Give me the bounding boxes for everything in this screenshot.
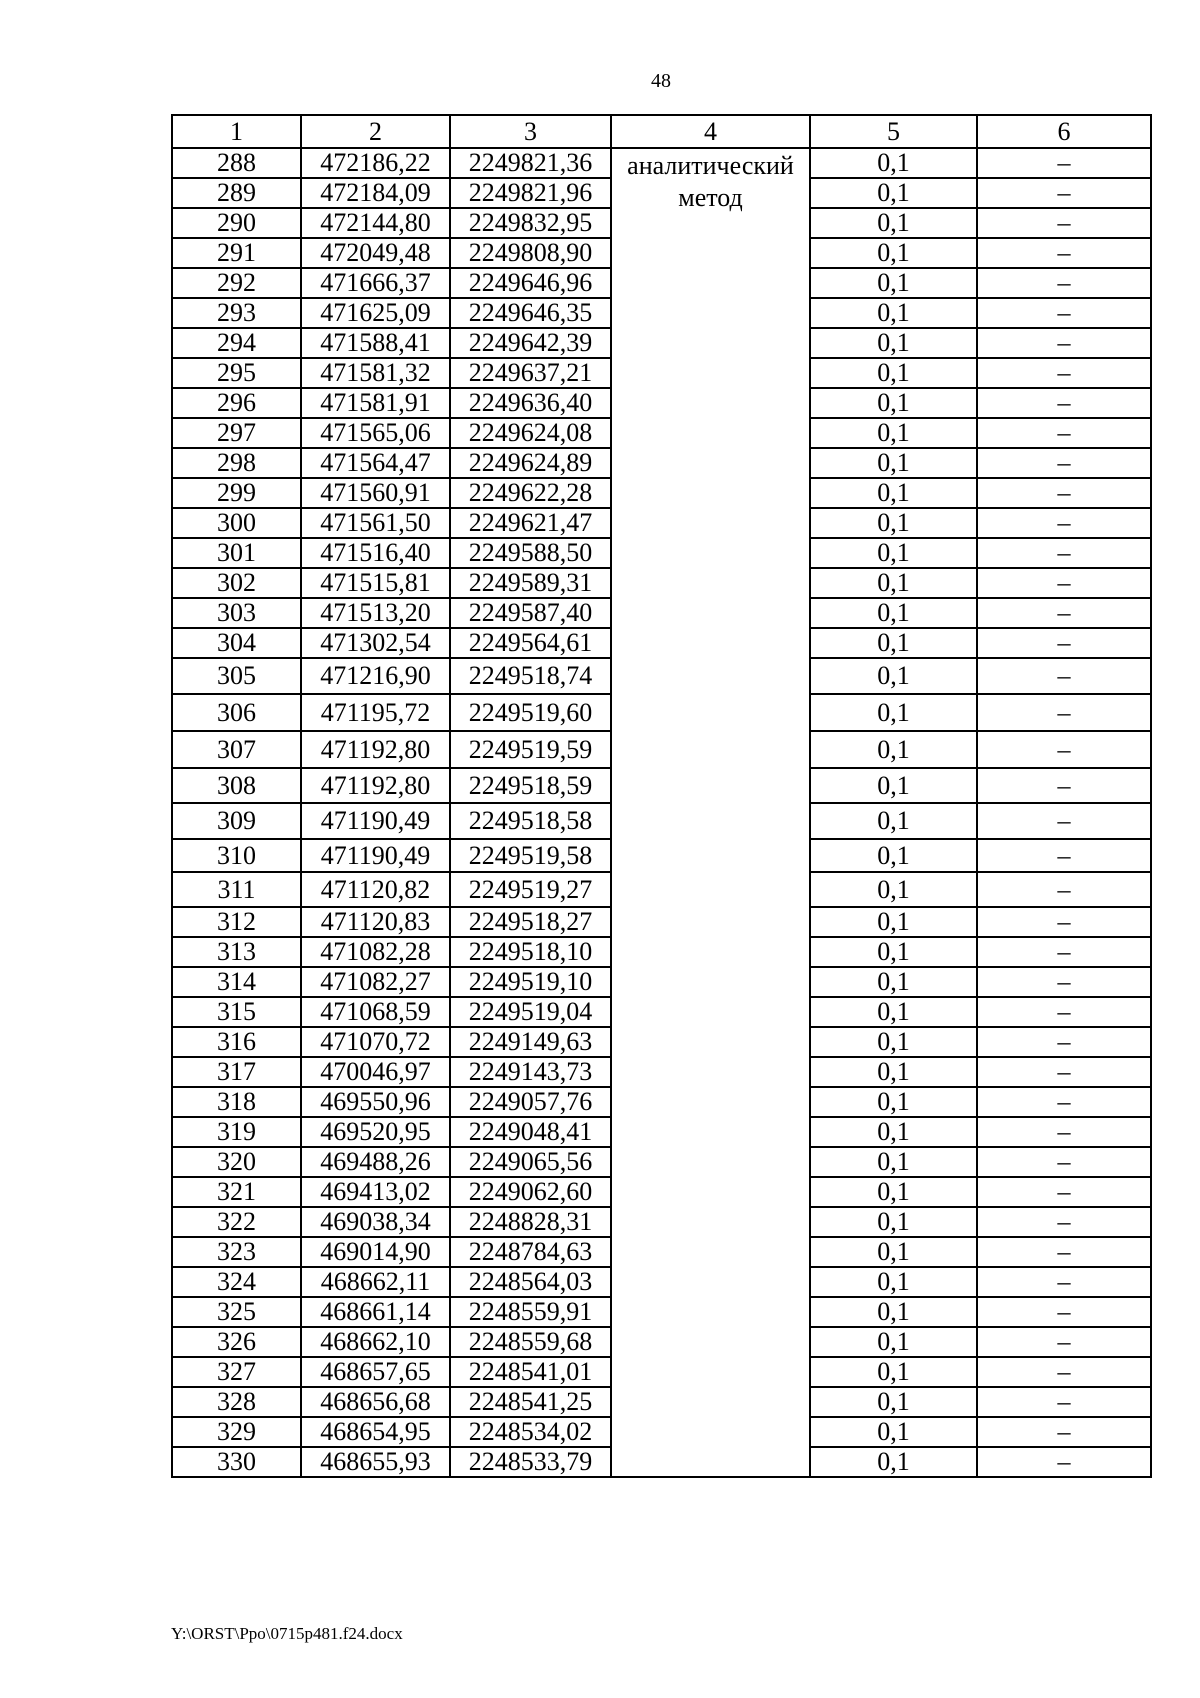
x-coordinate-cell: 468661,14: [301, 1297, 450, 1327]
point-number-cell: 296: [172, 388, 301, 418]
point-number-cell: 307: [172, 731, 301, 768]
x-coordinate-cell: 469413,02: [301, 1177, 450, 1207]
y-coordinate-cell: 2249588,50: [450, 538, 611, 568]
note-cell: –: [977, 1297, 1151, 1327]
y-coordinate-cell: 2249062,60: [450, 1177, 611, 1207]
accuracy-cell: 0,1: [810, 418, 977, 448]
note-cell: –: [977, 839, 1151, 872]
y-coordinate-cell: 2248541,01: [450, 1357, 611, 1387]
x-coordinate-cell: 471560,91: [301, 478, 450, 508]
accuracy-cell: 0,1: [810, 803, 977, 839]
y-coordinate-cell: 2249519,60: [450, 694, 611, 731]
note-cell: –: [977, 568, 1151, 598]
accuracy-cell: 0,1: [810, 768, 977, 803]
note-cell: –: [977, 1087, 1151, 1117]
x-coordinate-cell: 471120,82: [301, 872, 450, 907]
accuracy-cell: 0,1: [810, 1447, 977, 1477]
method-cell: аналитический метод: [611, 148, 810, 1477]
x-coordinate-cell: 471190,49: [301, 839, 450, 872]
note-cell: –: [977, 967, 1151, 997]
point-number-cell: 302: [172, 568, 301, 598]
x-coordinate-cell: 471082,27: [301, 967, 450, 997]
header-cell-5: 5: [810, 115, 977, 148]
x-coordinate-cell: 471082,28: [301, 937, 450, 967]
note-cell: –: [977, 358, 1151, 388]
note-cell: –: [977, 1237, 1151, 1267]
point-number-cell: 297: [172, 418, 301, 448]
point-number-cell: 293: [172, 298, 301, 328]
y-coordinate-cell: 2249624,89: [450, 448, 611, 478]
accuracy-cell: 0,1: [810, 937, 977, 967]
point-number-cell: 329: [172, 1417, 301, 1447]
x-coordinate-cell: 471581,91: [301, 388, 450, 418]
accuracy-cell: 0,1: [810, 1027, 977, 1057]
y-coordinate-cell: 2248533,79: [450, 1447, 611, 1477]
x-coordinate-cell: 471666,37: [301, 268, 450, 298]
note-cell: –: [977, 268, 1151, 298]
point-number-cell: 328: [172, 1387, 301, 1417]
header-cell-6: 6: [977, 115, 1151, 148]
y-coordinate-cell: 2249519,10: [450, 967, 611, 997]
accuracy-cell: 0,1: [810, 598, 977, 628]
x-coordinate-cell: 471565,06: [301, 418, 450, 448]
x-coordinate-cell: 471588,41: [301, 328, 450, 358]
x-coordinate-cell: 469550,96: [301, 1087, 450, 1117]
x-coordinate-cell: 471070,72: [301, 1027, 450, 1057]
x-coordinate-cell: 471192,80: [301, 731, 450, 768]
accuracy-cell: 0,1: [810, 268, 977, 298]
x-coordinate-cell: 471581,32: [301, 358, 450, 388]
point-number-cell: 315: [172, 997, 301, 1027]
y-coordinate-cell: 2249642,39: [450, 328, 611, 358]
y-coordinate-cell: 2249519,58: [450, 839, 611, 872]
accuracy-cell: 0,1: [810, 967, 977, 997]
point-number-cell: 298: [172, 448, 301, 478]
accuracy-cell: 0,1: [810, 1057, 977, 1087]
point-number-cell: 291: [172, 238, 301, 268]
accuracy-cell: 0,1: [810, 1297, 977, 1327]
accuracy-cell: 0,1: [810, 328, 977, 358]
accuracy-cell: 0,1: [810, 1327, 977, 1357]
y-coordinate-cell: 2249518,10: [450, 937, 611, 967]
accuracy-cell: 0,1: [810, 907, 977, 937]
table-row: [172, 148, 1151, 178]
x-coordinate-cell: 471564,47: [301, 448, 450, 478]
point-number-cell: 318: [172, 1087, 301, 1117]
note-cell: –: [977, 1207, 1151, 1237]
point-number-cell: 317: [172, 1057, 301, 1087]
header-cell-4: 4: [611, 115, 810, 148]
y-coordinate-cell: 2249637,21: [450, 358, 611, 388]
y-coordinate-cell: 2248541,25: [450, 1387, 611, 1417]
point-number-cell: 299: [172, 478, 301, 508]
point-number-cell: 320: [172, 1147, 301, 1177]
accuracy-cell: 0,1: [810, 1267, 977, 1297]
accuracy-cell: 0,1: [810, 997, 977, 1027]
accuracy-cell: 0,1: [810, 1357, 977, 1387]
x-coordinate-cell: 471216,90: [301, 658, 450, 694]
point-number-cell: 324: [172, 1267, 301, 1297]
accuracy-cell: 0,1: [810, 478, 977, 508]
accuracy-cell: 0,1: [810, 388, 977, 418]
point-number-cell: 300: [172, 508, 301, 538]
note-cell: –: [977, 1057, 1151, 1087]
note-cell: –: [977, 907, 1151, 937]
x-coordinate-cell: 470046,97: [301, 1057, 450, 1087]
x-coordinate-cell: 472144,80: [301, 208, 450, 238]
note-cell: –: [977, 872, 1151, 907]
y-coordinate-cell: 2249821,36: [450, 148, 611, 178]
y-coordinate-cell: 2248564,03: [450, 1267, 611, 1297]
y-coordinate-cell: 2249143,73: [450, 1057, 611, 1087]
accuracy-cell: 0,1: [810, 1387, 977, 1417]
point-number-cell: 325: [172, 1297, 301, 1327]
note-cell: –: [977, 478, 1151, 508]
point-number-cell: 311: [172, 872, 301, 907]
y-coordinate-cell: 2249646,96: [450, 268, 611, 298]
y-coordinate-cell: 2249646,35: [450, 298, 611, 328]
y-coordinate-cell: 2248559,91: [450, 1297, 611, 1327]
point-number-cell: 327: [172, 1357, 301, 1387]
header-cell-1: 1: [172, 115, 301, 148]
y-coordinate-cell: 2249821,96: [450, 178, 611, 208]
accuracy-cell: 0,1: [810, 238, 977, 268]
y-coordinate-cell: 2248559,68: [450, 1327, 611, 1357]
accuracy-cell: 0,1: [810, 508, 977, 538]
x-coordinate-cell: 472186,22: [301, 148, 450, 178]
note-cell: –: [977, 328, 1151, 358]
note-cell: –: [977, 1357, 1151, 1387]
x-coordinate-cell: 471120,83: [301, 907, 450, 937]
note-cell: –: [977, 1447, 1151, 1477]
x-coordinate-cell: 471513,20: [301, 598, 450, 628]
note-cell: –: [977, 1267, 1151, 1297]
note-cell: –: [977, 538, 1151, 568]
point-number-cell: 326: [172, 1327, 301, 1357]
point-number-cell: 301: [172, 538, 301, 568]
accuracy-cell: 0,1: [810, 1417, 977, 1447]
x-coordinate-cell: 468654,95: [301, 1417, 450, 1447]
coordinates-table: [171, 114, 1152, 1478]
point-number-cell: 305: [172, 658, 301, 694]
point-number-cell: 288: [172, 148, 301, 178]
x-coordinate-cell: 471515,81: [301, 568, 450, 598]
note-cell: –: [977, 208, 1151, 238]
header-cell-3: 3: [450, 115, 611, 148]
point-number-cell: 294: [172, 328, 301, 358]
accuracy-cell: 0,1: [810, 538, 977, 568]
y-coordinate-cell: 2249518,58: [450, 803, 611, 839]
note-cell: –: [977, 694, 1151, 731]
x-coordinate-cell: 468656,68: [301, 1387, 450, 1417]
point-number-cell: 308: [172, 768, 301, 803]
note-cell: –: [977, 1327, 1151, 1357]
note-cell: –: [977, 148, 1151, 178]
note-cell: –: [977, 628, 1151, 658]
note-cell: –: [977, 238, 1151, 268]
y-coordinate-cell: 2248784,63: [450, 1237, 611, 1267]
accuracy-cell: 0,1: [810, 1207, 977, 1237]
x-coordinate-cell: 469520,95: [301, 1117, 450, 1147]
note-cell: –: [977, 1417, 1151, 1447]
point-number-cell: 306: [172, 694, 301, 731]
point-number-cell: 312: [172, 907, 301, 937]
y-coordinate-cell: 2249149,63: [450, 1027, 611, 1057]
accuracy-cell: 0,1: [810, 298, 977, 328]
note-cell: –: [977, 731, 1151, 768]
x-coordinate-cell: 468662,10: [301, 1327, 450, 1357]
note-cell: –: [977, 937, 1151, 967]
accuracy-cell: 0,1: [810, 178, 977, 208]
x-coordinate-cell: 469014,90: [301, 1237, 450, 1267]
table-body: [172, 115, 1151, 1477]
x-coordinate-cell: 468657,65: [301, 1357, 450, 1387]
accuracy-cell: 0,1: [810, 568, 977, 598]
y-coordinate-cell: 2249518,59: [450, 768, 611, 803]
y-coordinate-cell: 2249519,04: [450, 997, 611, 1027]
y-coordinate-cell: 2249621,47: [450, 508, 611, 538]
x-coordinate-cell: 471192,80: [301, 768, 450, 803]
y-coordinate-cell: 2248534,02: [450, 1417, 611, 1447]
point-number-cell: 321: [172, 1177, 301, 1207]
y-coordinate-cell: 2249519,27: [450, 872, 611, 907]
y-coordinate-cell: 2249564,61: [450, 628, 611, 658]
x-coordinate-cell: 472049,48: [301, 238, 450, 268]
accuracy-cell: 0,1: [810, 208, 977, 238]
note-cell: –: [977, 1177, 1151, 1207]
accuracy-cell: 0,1: [810, 1117, 977, 1147]
y-coordinate-cell: 2249622,28: [450, 478, 611, 508]
y-coordinate-cell: 2249636,40: [450, 388, 611, 418]
point-number-cell: 323: [172, 1237, 301, 1267]
accuracy-cell: 0,1: [810, 1237, 977, 1267]
point-number-cell: 303: [172, 598, 301, 628]
accuracy-cell: 0,1: [810, 1147, 977, 1177]
note-cell: –: [977, 298, 1151, 328]
point-number-cell: 316: [172, 1027, 301, 1057]
point-number-cell: 292: [172, 268, 301, 298]
y-coordinate-cell: 2249057,76: [450, 1087, 611, 1117]
y-coordinate-cell: 2249587,40: [450, 598, 611, 628]
y-coordinate-cell: 2249624,08: [450, 418, 611, 448]
point-number-cell: 295: [172, 358, 301, 388]
point-number-cell: 313: [172, 937, 301, 967]
x-coordinate-cell: 471302,54: [301, 628, 450, 658]
x-coordinate-cell: 468655,93: [301, 1447, 450, 1477]
y-coordinate-cell: 2248828,31: [450, 1207, 611, 1237]
point-number-cell: 289: [172, 178, 301, 208]
y-coordinate-cell: 2249832,95: [450, 208, 611, 238]
point-number-cell: 309: [172, 803, 301, 839]
footer-file-path: Y:\ORST\Ppo\0715p481.f24.docx: [171, 1624, 403, 1643]
point-number-cell: 330: [172, 1447, 301, 1477]
x-coordinate-cell: 471190,49: [301, 803, 450, 839]
accuracy-cell: 0,1: [810, 1087, 977, 1117]
y-coordinate-cell: 2249808,90: [450, 238, 611, 268]
accuracy-cell: 0,1: [810, 448, 977, 478]
note-cell: –: [977, 658, 1151, 694]
accuracy-cell: 0,1: [810, 628, 977, 658]
note-cell: –: [977, 768, 1151, 803]
note-cell: –: [977, 1027, 1151, 1057]
point-number-cell: 319: [172, 1117, 301, 1147]
note-cell: –: [977, 803, 1151, 839]
x-coordinate-cell: 472184,09: [301, 178, 450, 208]
x-coordinate-cell: 471516,40: [301, 538, 450, 568]
y-coordinate-cell: 2249065,56: [450, 1147, 611, 1177]
x-coordinate-cell: 471625,09: [301, 298, 450, 328]
y-coordinate-cell: 2249518,74: [450, 658, 611, 694]
accuracy-cell: 0,1: [810, 839, 977, 872]
x-coordinate-cell: 469038,34: [301, 1207, 450, 1237]
note-cell: –: [977, 1387, 1151, 1417]
x-coordinate-cell: 468662,11: [301, 1267, 450, 1297]
point-number-cell: 310: [172, 839, 301, 872]
point-number-cell: 322: [172, 1207, 301, 1237]
note-cell: –: [977, 178, 1151, 208]
accuracy-cell: 0,1: [810, 1177, 977, 1207]
note-cell: –: [977, 598, 1151, 628]
point-number-cell: 304: [172, 628, 301, 658]
note-cell: –: [977, 1147, 1151, 1177]
x-coordinate-cell: 469488,26: [301, 1147, 450, 1177]
accuracy-cell: 0,1: [810, 148, 977, 178]
note-cell: –: [977, 1117, 1151, 1147]
point-number-cell: 314: [172, 967, 301, 997]
x-coordinate-cell: 471068,59: [301, 997, 450, 1027]
x-coordinate-cell: 471195,72: [301, 694, 450, 731]
note-cell: –: [977, 418, 1151, 448]
accuracy-cell: 0,1: [810, 358, 977, 388]
y-coordinate-cell: 2249048,41: [450, 1117, 611, 1147]
y-coordinate-cell: 2249518,27: [450, 907, 611, 937]
note-cell: –: [977, 508, 1151, 538]
note-cell: –: [977, 388, 1151, 418]
x-coordinate-cell: 471561,50: [301, 508, 450, 538]
y-coordinate-cell: 2249589,31: [450, 568, 611, 598]
y-coordinate-cell: 2249519,59: [450, 731, 611, 768]
note-cell: –: [977, 997, 1151, 1027]
accuracy-cell: 0,1: [810, 694, 977, 731]
header-row: [172, 115, 1151, 148]
header-cell-2: 2: [301, 115, 450, 148]
point-number-cell: 290: [172, 208, 301, 238]
page-number: 48: [651, 70, 671, 92]
accuracy-cell: 0,1: [810, 731, 977, 768]
accuracy-cell: 0,1: [810, 872, 977, 907]
accuracy-cell: 0,1: [810, 658, 977, 694]
note-cell: –: [977, 448, 1151, 478]
